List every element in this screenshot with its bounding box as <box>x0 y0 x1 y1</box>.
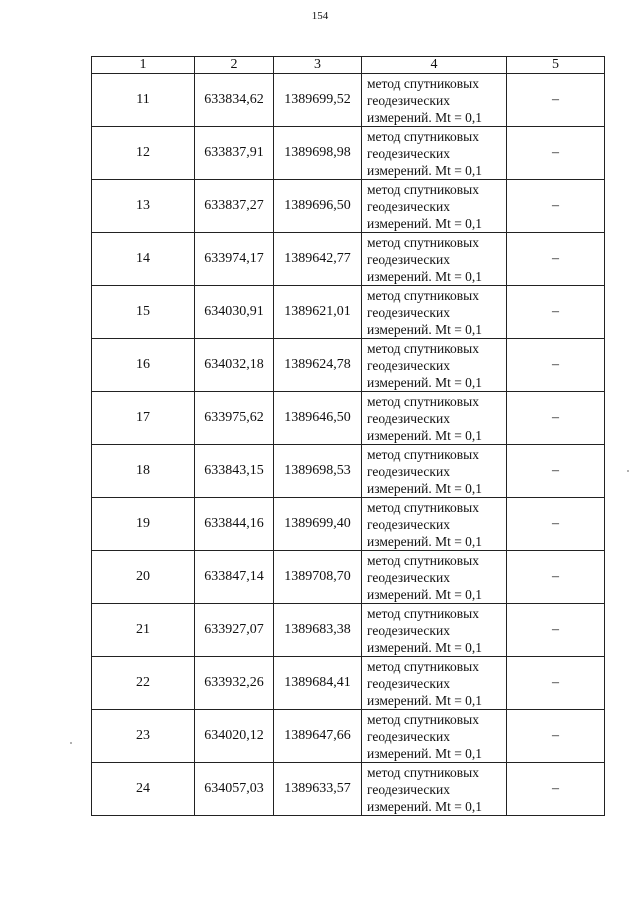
method-text-line: геодезических <box>367 622 450 638</box>
method-text-line: геодезических <box>367 569 450 585</box>
scan-speck <box>627 470 629 472</box>
x-coordinate-cell: 633847,14 <box>195 551 274 604</box>
method-text-line: метод спутниковых <box>367 234 479 250</box>
note-cell <box>507 74 605 127</box>
method-text-line: геодезических <box>367 516 450 532</box>
x-coordinate-cell: 633927,07 <box>195 604 274 657</box>
point-number-cell: 12 <box>92 127 195 180</box>
y-coordinate-cell: 1389684,41 <box>274 657 362 710</box>
method-text-line: метод спутниковых <box>367 552 479 568</box>
header-col-1: 1 <box>92 57 195 74</box>
method-text-line: геодезических <box>367 781 450 797</box>
table-row <box>92 392 605 445</box>
point-number-cell: 24 <box>92 763 195 816</box>
method-text-line: геодезических <box>367 357 450 373</box>
note-cell <box>507 180 605 233</box>
method-text-line: геодезических <box>367 728 450 744</box>
x-coordinate-cell: 633975,62 <box>195 392 274 445</box>
method-text-line: метод спутниковых <box>367 446 479 462</box>
point-number-cell: 11 <box>92 74 195 127</box>
method-cell <box>362 498 507 551</box>
table-row <box>92 551 605 604</box>
method-cell <box>362 180 507 233</box>
x-coordinate-cell: 633843,15 <box>195 445 274 498</box>
x-coordinate-cell: 633974,17 <box>195 233 274 286</box>
header-col-5: 5 <box>507 57 605 74</box>
table-row <box>92 498 605 551</box>
method-text-line: геодезических <box>367 463 450 479</box>
table-header <box>92 57 605 74</box>
method-text-line: измерений. Mt = 0,1 <box>367 215 483 231</box>
method-cell <box>362 127 507 180</box>
note-cell <box>507 763 605 816</box>
point-number-cell: 21 <box>92 604 195 657</box>
method-text-line: метод спутниковых <box>367 181 479 197</box>
header-row <box>92 57 605 74</box>
method-text-line: метод спутниковых <box>367 764 479 780</box>
y-coordinate-cell: 1389624,78 <box>274 339 362 392</box>
header-col-4: 4 <box>362 57 507 74</box>
method-text-line: измерений. Mt = 0,1 <box>367 162 483 178</box>
method-text-line: измерений. Mt = 0,1 <box>367 798 483 814</box>
method-text-line: метод спутниковых <box>367 605 479 621</box>
method-text-line: измерений. Mt = 0,1 <box>367 480 483 496</box>
note-cell <box>507 286 605 339</box>
method-cell <box>362 445 507 498</box>
point-number-cell: 18 <box>92 445 195 498</box>
table-row <box>92 74 605 127</box>
method-text-line: измерений. Mt = 0,1 <box>367 268 483 284</box>
dash-placeholder: – <box>552 569 559 584</box>
method-text-line: метод спутниковых <box>367 711 479 727</box>
method-text-line: измерений. Mt = 0,1 <box>367 321 483 337</box>
method-cell <box>362 710 507 763</box>
x-coordinate-cell: 633844,16 <box>195 498 274 551</box>
method-text-line: геодезических <box>367 304 450 320</box>
method-text-line: измерений. Mt = 0,1 <box>367 533 483 549</box>
y-coordinate-cell: 1389642,77 <box>274 233 362 286</box>
table-row <box>92 763 605 816</box>
y-coordinate-cell: 1389699,52 <box>274 74 362 127</box>
dash-placeholder: – <box>552 463 559 478</box>
x-coordinate-cell: 633837,91 <box>195 127 274 180</box>
x-coordinate-cell: 634020,12 <box>195 710 274 763</box>
dash-placeholder: – <box>552 145 559 160</box>
dash-placeholder: – <box>552 92 559 107</box>
point-number-cell: 16 <box>92 339 195 392</box>
y-coordinate-cell: 1389683,38 <box>274 604 362 657</box>
method-cell <box>362 392 507 445</box>
note-cell <box>507 710 605 763</box>
method-text-line: геодезических <box>367 198 450 214</box>
method-cell <box>362 74 507 127</box>
point-number-cell: 13 <box>92 180 195 233</box>
note-cell <box>507 551 605 604</box>
dash-placeholder: – <box>552 251 559 266</box>
method-text-line: измерений. Mt = 0,1 <box>367 109 483 125</box>
y-coordinate-cell: 1389646,50 <box>274 392 362 445</box>
method-cell <box>362 233 507 286</box>
point-number-cell: 22 <box>92 657 195 710</box>
method-text-line: измерений. Mt = 0,1 <box>367 745 483 761</box>
table-row <box>92 286 605 339</box>
y-coordinate-cell: 1389698,53 <box>274 445 362 498</box>
table-row <box>92 180 605 233</box>
table-row <box>92 233 605 286</box>
coordinates-table <box>91 56 605 816</box>
point-number-cell: 23 <box>92 710 195 763</box>
table-row <box>92 339 605 392</box>
method-cell <box>362 286 507 339</box>
method-text-line: геодезических <box>367 145 450 161</box>
note-cell <box>507 445 605 498</box>
note-cell <box>507 498 605 551</box>
method-text-line: метод спутниковых <box>367 393 479 409</box>
table-row <box>92 657 605 710</box>
point-number-cell: 15 <box>92 286 195 339</box>
method-text-line: геодезических <box>367 92 450 108</box>
note-cell <box>507 604 605 657</box>
point-number-cell: 17 <box>92 392 195 445</box>
x-coordinate-cell: 633837,27 <box>195 180 274 233</box>
method-text-line: метод спутниковых <box>367 128 479 144</box>
method-text-line: метод спутниковых <box>367 75 479 91</box>
dash-placeholder: – <box>552 304 559 319</box>
x-coordinate-cell: 633932,26 <box>195 657 274 710</box>
method-text-line: измерений. Mt = 0,1 <box>367 692 483 708</box>
method-text-line: геодезических <box>367 251 450 267</box>
point-number-cell: 19 <box>92 498 195 551</box>
dash-placeholder: – <box>552 781 559 796</box>
note-cell <box>507 392 605 445</box>
method-text-line: метод спутниковых <box>367 340 479 356</box>
x-coordinate-cell: 634032,18 <box>195 339 274 392</box>
note-cell <box>507 339 605 392</box>
header-col-3: 3 <box>274 57 362 74</box>
y-coordinate-cell: 1389647,66 <box>274 710 362 763</box>
note-cell <box>507 127 605 180</box>
method-cell <box>362 604 507 657</box>
dash-placeholder: – <box>552 675 559 690</box>
y-coordinate-cell: 1389633,57 <box>274 763 362 816</box>
scan-speck <box>70 742 72 744</box>
method-cell <box>362 339 507 392</box>
y-coordinate-cell: 1389696,50 <box>274 180 362 233</box>
dash-placeholder: – <box>552 516 559 531</box>
note-cell <box>507 657 605 710</box>
header-col-2: 2 <box>195 57 274 74</box>
table-body <box>92 74 605 816</box>
dash-placeholder: – <box>552 622 559 637</box>
dash-placeholder: – <box>552 357 559 372</box>
method-text-line: метод спутниковых <box>367 658 479 674</box>
method-text-line: метод спутниковых <box>367 499 479 515</box>
x-coordinate-cell: 633834,62 <box>195 74 274 127</box>
note-cell <box>507 233 605 286</box>
method-text-line: геодезических <box>367 675 450 691</box>
method-cell <box>362 763 507 816</box>
method-text-line: геодезических <box>367 410 450 426</box>
method-cell <box>362 657 507 710</box>
method-text-line: измерений. Mt = 0,1 <box>367 586 483 602</box>
page-number: 154 <box>311 10 329 22</box>
table-row <box>92 127 605 180</box>
dash-placeholder: – <box>552 410 559 425</box>
method-cell <box>362 551 507 604</box>
x-coordinate-cell: 634057,03 <box>195 763 274 816</box>
point-number-cell: 14 <box>92 233 195 286</box>
method-text-line: измерений. Mt = 0,1 <box>367 427 483 443</box>
table-row <box>92 710 605 763</box>
table-row <box>92 445 605 498</box>
dash-placeholder: – <box>552 728 559 743</box>
method-text-line: измерений. Mt = 0,1 <box>367 639 483 655</box>
x-coordinate-cell: 634030,91 <box>195 286 274 339</box>
y-coordinate-cell: 1389708,70 <box>274 551 362 604</box>
y-coordinate-cell: 1389698,98 <box>274 127 362 180</box>
y-coordinate-cell: 1389699,40 <box>274 498 362 551</box>
y-coordinate-cell: 1389621,01 <box>274 286 362 339</box>
method-text-line: измерений. Mt = 0,1 <box>367 374 483 390</box>
method-text-line: метод спутниковых <box>367 287 479 303</box>
point-number-cell: 20 <box>92 551 195 604</box>
dash-placeholder: – <box>552 198 559 213</box>
table-row <box>92 604 605 657</box>
